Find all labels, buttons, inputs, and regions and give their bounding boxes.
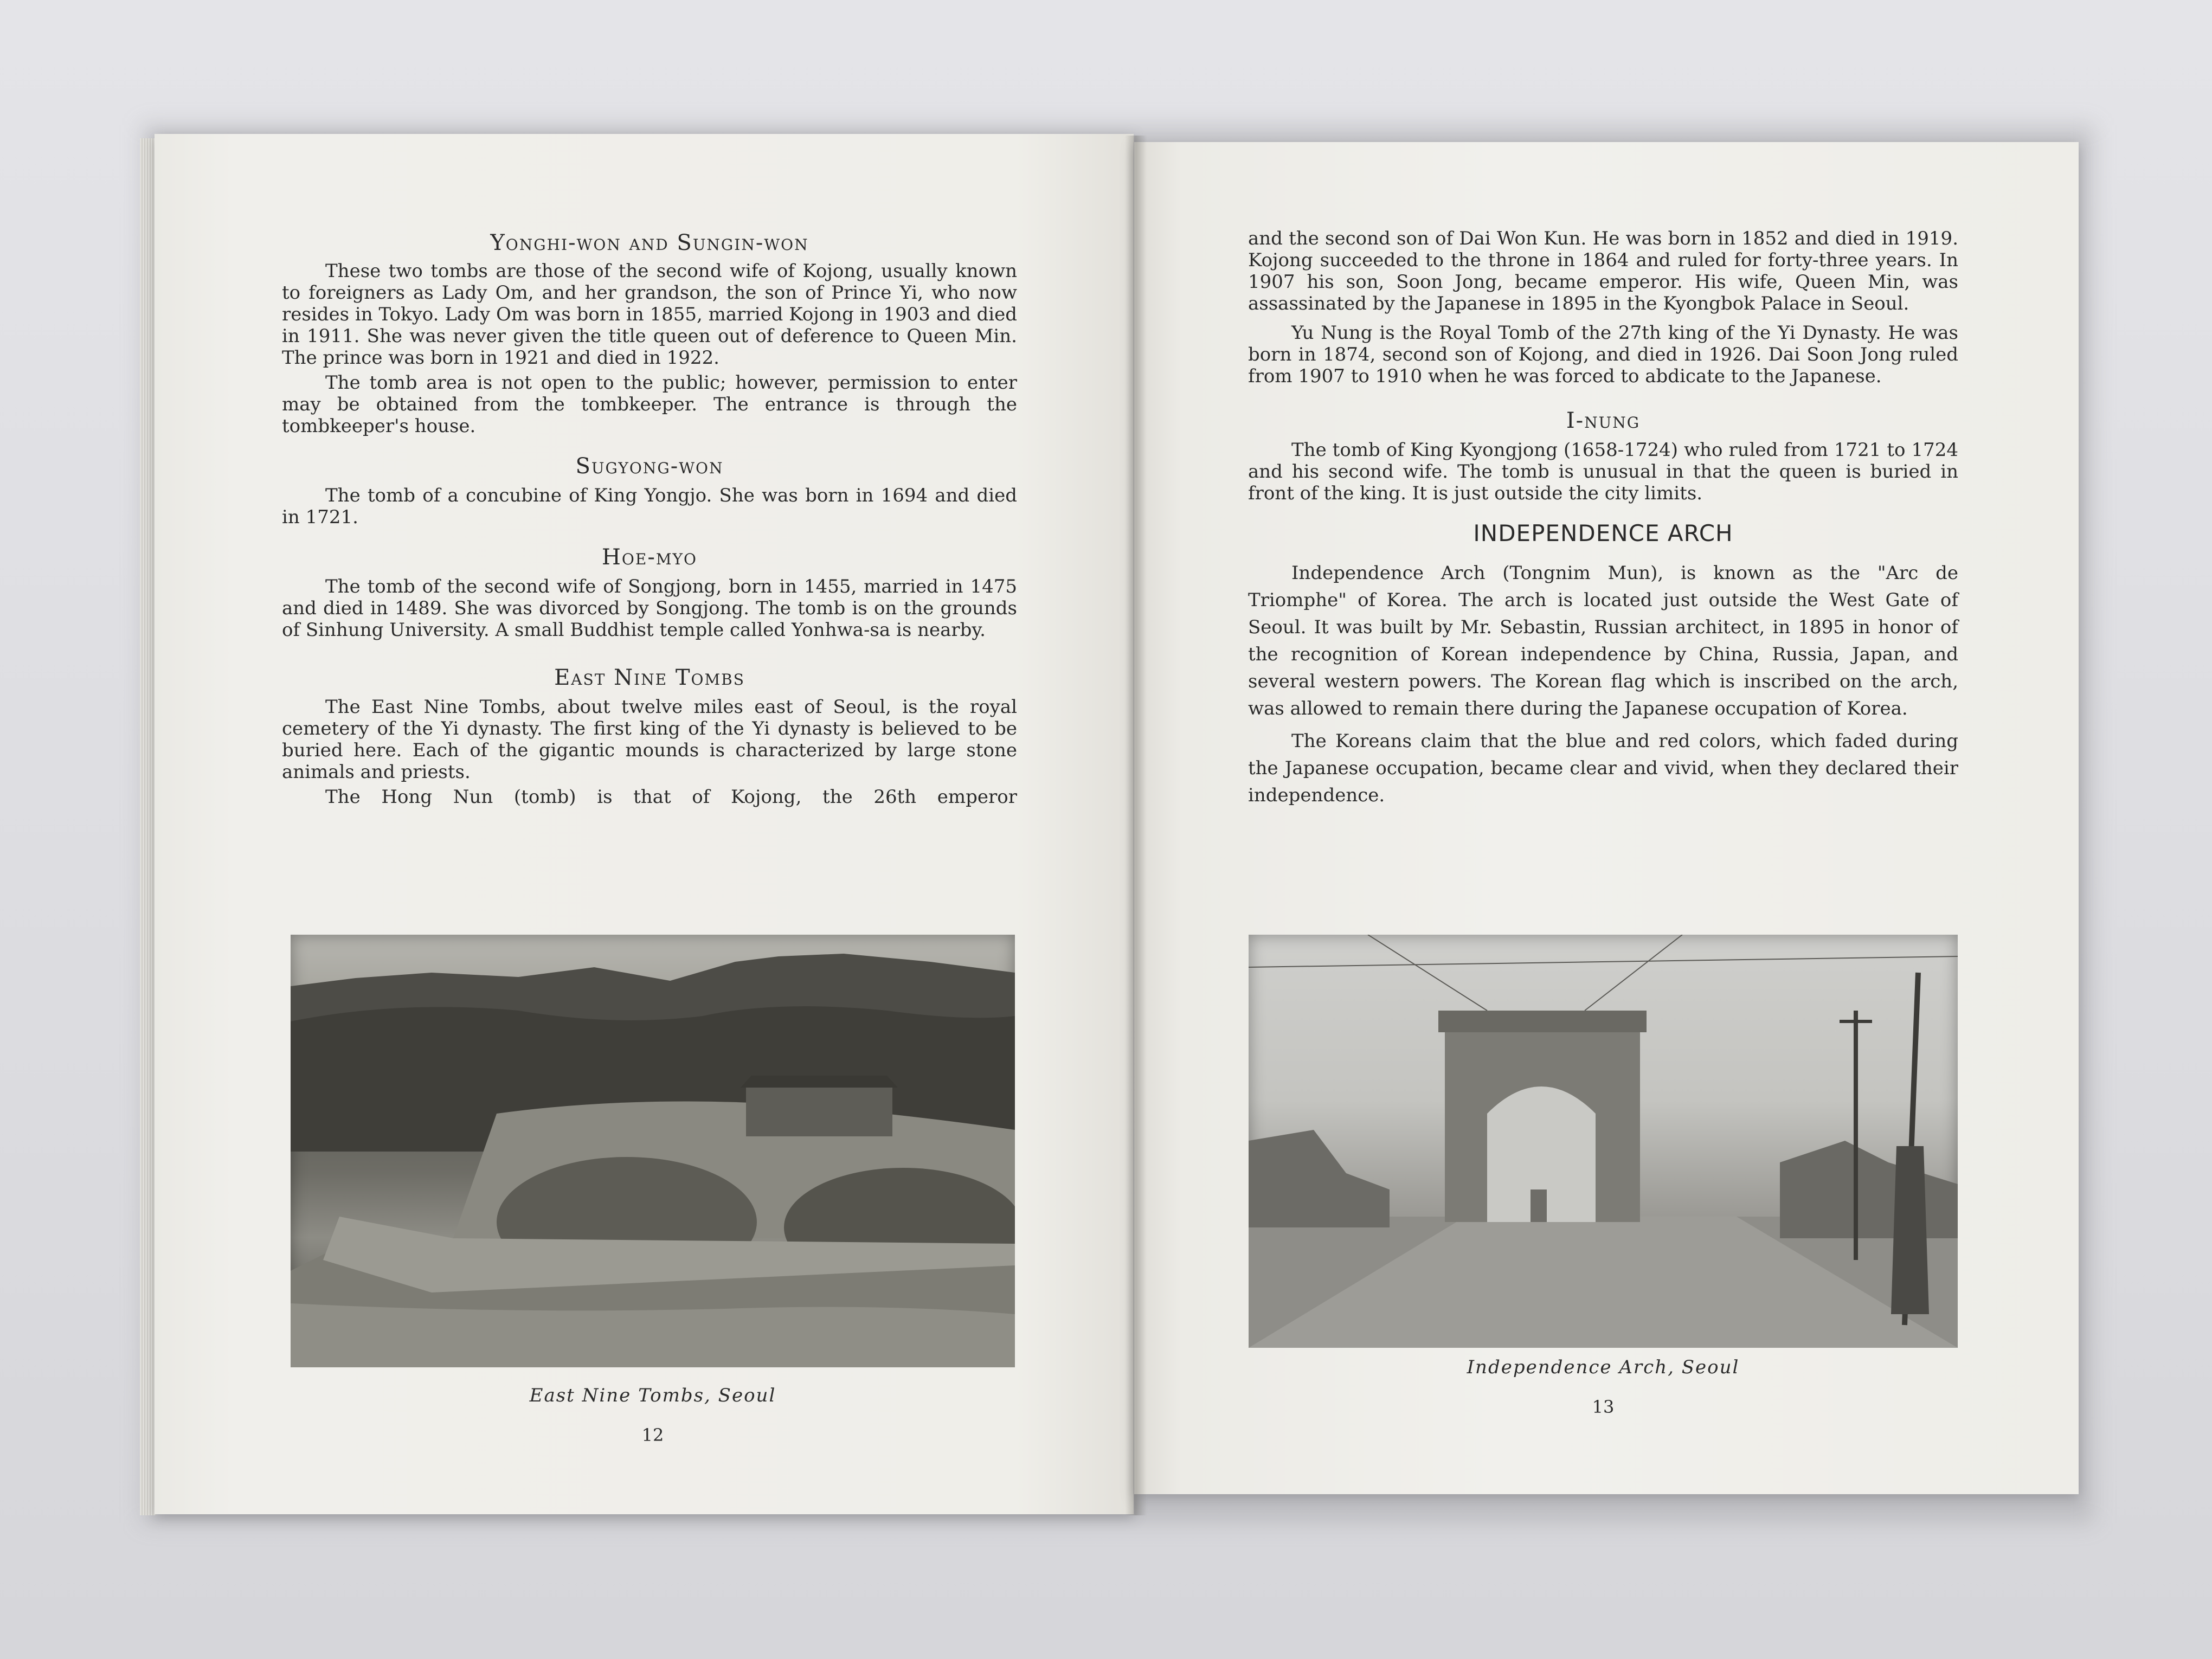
left-text-column — [282, 228, 1017, 808]
book-gutter — [1125, 136, 1147, 1515]
section-title-yonghi-won: Yonghi-won and Sungin-won — [490, 230, 809, 255]
right-text-column — [1248, 228, 1958, 809]
paragraph-kojong-continued: and the second son of Dai Won Kun. He was born in 1852 and died in 1919. Kojong succeeded to the throne in 1864 and ruled for forty-three years. In 1907 his son, Soon Jong, became emperor. His wife, Queen Min, was assassinated by the Japanese in 1895 in the Kyongbok Palace in Seoul. — [1248, 228, 1958, 314]
section-title-sugyong-won: Sugyong-won — [575, 454, 724, 479]
arch-photo-illustration — [1249, 935, 1958, 1348]
caption-east-nine-tombs: East Nine Tombs, Seoul — [529, 1385, 776, 1406]
paragraph-east-nine-tombs-1: The East Nine Tombs, about twelve miles east of Seoul, is the royal cemetery of the Yi dynasty. The first king of the Yi dynasty is believed to be buried here. Each of the gigantic mounds is characterized by large stone animals and priests. — [282, 696, 1017, 783]
paragraph-east-nine-tombs-2: The Hong Nun (tomb) is that of Kojong, the 26th emperor — [325, 786, 1017, 808]
paragraph-yonghi-won-1: These two tombs are those of the second wife of Kojong, usually known to foreigners as Lady Om, and her grandson, the son of Prince Yi, who now resides in Tokyo. Lady Om was born in 1855, married Kojong in 1903 and died in 1911. She was never given the title queen out of deference to Queen Min. The prince was born in 1921 and died in 1922. — [282, 260, 1017, 369]
page-number-right: 13 — [1592, 1397, 1615, 1417]
page-number-left: 12 — [641, 1425, 664, 1445]
section-title-i-nung: I-nung — [1566, 408, 1641, 433]
paragraph-sugyong-won: The tomb of a concubine of King Yongjo. She was born in 1694 and died in 1721. — [282, 485, 1017, 528]
page-edges — [140, 138, 156, 1515]
paragraph-independence-arch-1: Independence Arch (Tongnim Mun), is known as the "Arc de Triomphe" of Korea. The arch is located just outside the West Gate of Seoul. It was built by Mr. Sebastin, Russian architect, in 1895 in honor of the recognition of Korean independence by China, Russia, Japan, and several western powers. The Korean flag which is inscribed on the arch, was allowed to remain there during the Japanese occupation of Korea. — [1248, 562, 1958, 719]
section-title-hoe-myo: Hoe-myo — [602, 545, 697, 570]
independence-arch-photo — [1249, 935, 1958, 1348]
paragraph-yonghi-won-2: The tomb area is not open to the public; however, permission to enter may be obtained from the tombkeeper. The entrance is through the tombkeeper's house. — [282, 372, 1017, 437]
paragraph-yu-nung: Yu Nung is the Royal Tomb of the 27th king of the Yi Dynasty. He was born in 1874, second son of Kojong, and died in 1926. Dai Soon Jong ruled from 1907 to 1910 when he was forced to abdicate to the Japanese. — [1248, 322, 1958, 387]
east-nine-tombs-photo — [291, 935, 1015, 1367]
section-title-independence-arch: INDEPENDENCE ARCH — [1473, 520, 1733, 546]
caption-independence-arch: Independence Arch, Seoul — [1467, 1356, 1740, 1378]
paragraph-i-nung: The tomb of King Kyongjong (1658-1724) who ruled from 1721 to 1724 and his second wife. The tomb is unusual in that the queen is buried in front of the king. It is just outside the city limits. — [1248, 439, 1958, 504]
paragraph-independence-arch-2: The Koreans claim that the blue and red colors, which faded during the Japanese occupation, became clear and vivid, when they declared their independence. — [1248, 730, 1958, 806]
section-title-east-nine-tombs: East Nine Tombs — [554, 665, 745, 690]
paragraph-hoe-myo: The tomb of the second wife of Songjong, born in 1455, married in 1475 and died in 1489. She was divorced by Songjong. The tomb is on the grounds of Sinhung University. A small Buddhist temple called Yonhwa-sa is nearby. — [282, 576, 1017, 641]
tombs-photo-illustration — [291, 935, 1015, 1367]
